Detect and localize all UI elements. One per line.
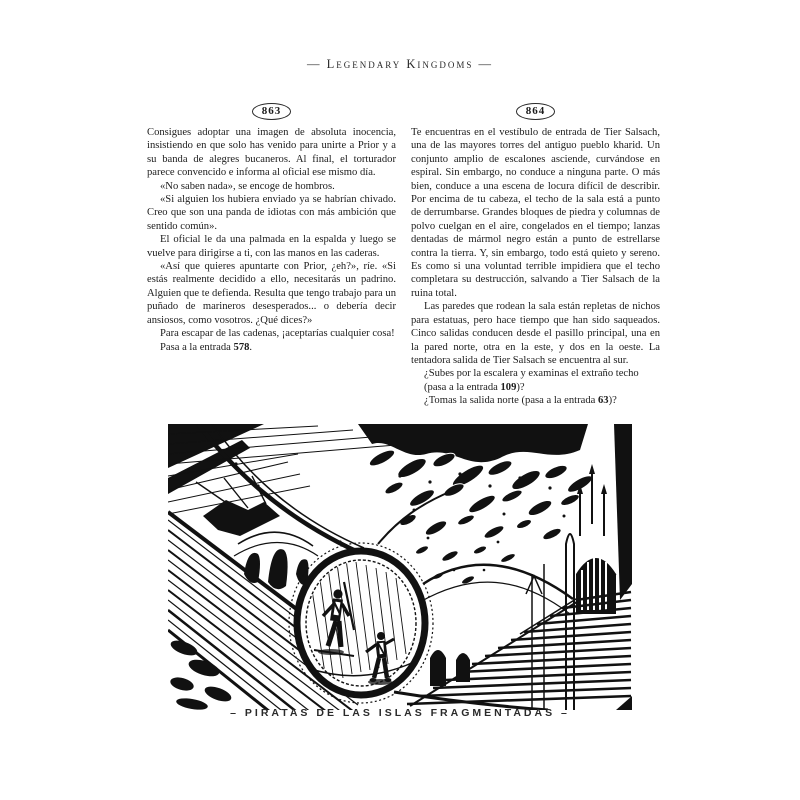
entry-paragraph: Para escapar de las cadenas, ¡aceptarías cualquier cosa! — [160, 328, 395, 340]
entry-number-row — [411, 103, 660, 120]
entry-choice: ¿Subes por la escalera y examinas el extraño techo (pasa a la entrada 109)? — [424, 368, 639, 393]
entry-863 — [147, 103, 396, 408]
text-columns — [147, 103, 661, 408]
entry-paragraph: Te encuentras en el vestíbulo de entrada de Tier Salsach, una de las mayores torres del antiguo pueblo kharid. Un conjunto amplio de escalones asciende, curvándose en espiral. Sin embargo, no conduce a ninguna parte. O más bien, conduce a una escena de locura difícil de describir. Por encima de tu cabeza, el techo de la sala está a punto de derrumbarse. Grandes bloques de piedra y columnas de polvo cuelgan en el aire, congelados en el tiempo; lanzas dentadas de mármol negro están a punto de estrellarse contra la tierra. Y, sin embargo, todo está quieto y sereno. Es como si una voluntad terrible impidiera que el techo completara su destrucción, salvando a Tier Salsach de la ruina total. — [411, 127, 660, 299]
entry-number-badge: 864 — [516, 103, 556, 120]
entry-goto-line: Pasa a la entrada 578. — [160, 341, 253, 353]
entry-paragraph: «Así que quieres apuntarte con Prior, ¿eh?», ríe. «Si estás realmente decidido a ello, necesitarás un padrino. Alguien que te defienda. Resulta que tengo trabajo para un puñado de marineros desesperados... o debería decir ansiosos, como vosotros. ¿Qué dices?» — [147, 261, 396, 326]
left-wall-niches — [196, 476, 318, 589]
entry-paragraph: Consigues adoptar una imagen de absoluta inocencia, insistiendo en que solo has venido para unirte a Prior y a su banda de alegres bucaneros. Al final, el torturador parece convencido e informa al oficial ese mismo día. — [147, 127, 396, 179]
entry-864 — [411, 103, 660, 408]
entry-paragraph: El oficial le da una palmada en la espalda y luego se vuelve para dirigirse a ti, con las manos en las caderas. — [147, 234, 396, 259]
tower-hall-illustration — [168, 424, 632, 710]
entry-paragraph: «Si alguien los hubiera enviado ya se habrían chivado. Creo que son una panda de idiotas con más ambición que sentido común». — [147, 194, 396, 232]
running-header: — Legendary Kingdoms — — [306, 57, 494, 71]
running-footer: – PIRATAS DE LAS ISLAS FRAGMENTADAS – — [230, 707, 570, 719]
entry-choice: ¿Tomas la salida norte (pasa a la entrada 63)? — [424, 395, 617, 407]
entry-number-row — [147, 103, 396, 120]
entry-number-badge: 863 — [252, 103, 292, 120]
entry-paragraph: «No saben nada», se encoge de hombros. — [160, 180, 335, 192]
entry-paragraph: Las paredes que rodean la sala están repletas de nichos para estatuas, pero hace tiempo que han sido saqueados. Cinco salidas conducen desde el pasillo principal, una en la pared norte, otra en la este, y dos en la oeste. La tentadora salida de Tier Salsach se encuentra al sur. — [411, 301, 660, 366]
